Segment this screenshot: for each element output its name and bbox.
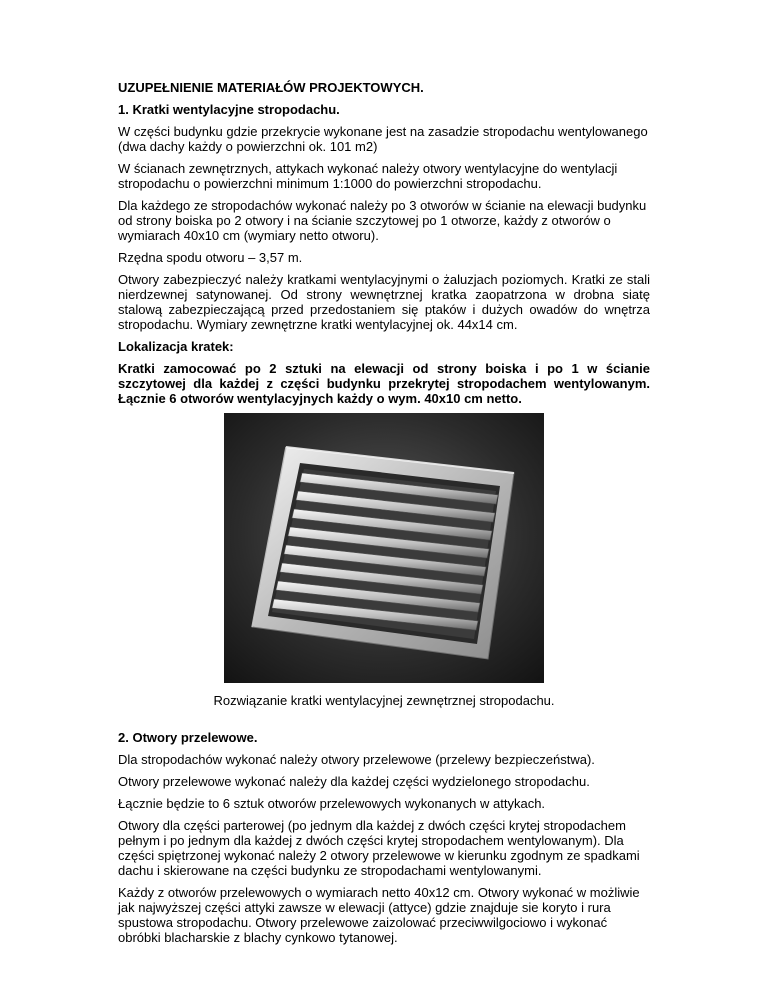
section-2-paragraph-1: Dla stropodachów wykonać należy otwory przelewowe (przelewy bezpieczeństwa). xyxy=(118,752,595,767)
section-1-paragraph-2: W ścianach zewnętrznych, attykach wykonać należy otwory wentylacyjne do wentylacji stropodachu o powierzchni minimum 1:1000 do powierzchni stropodachu. xyxy=(118,161,618,191)
section-2-paragraph-2: Otwory przelewowe wykonać należy dla każdej części wydzielonego stropodachu. xyxy=(118,774,590,789)
section-2-paragraph-5: Każdy z otworów przelewowych o wymiarach netto 40x12 cm. Otwory wykonać w możliwie jak najwyższej części attyki zawsze w elewacji (attyce) gdzie znajduje sie koryto i rura spustowa stropodachu. Otwory przelewowe zaizolować przeciwwilgociowo i wykonać obróbki blacharskie z blachy cynkowo tytanowej. xyxy=(118,885,640,945)
vent-grille-figure xyxy=(118,413,650,683)
location-text: Kratki zamocować po 2 sztuki na elewacji od strony boiska i po 1 w ścianie szczytowej dla każdej z części budynku przekrytej stropodachem wentylowanym. Łącznie 6 otworów wentylacyjnych każdy o wym. 40x10 cm netto. xyxy=(118,361,650,406)
document-title: UZUPEŁNIENIE MATERIAŁÓW PROJEKTOWYCH. xyxy=(118,80,424,95)
section-1-heading: 1. Kratki wentylacyjne stropodachu. xyxy=(118,102,340,117)
figure-caption: Rozwiązanie kratki wentylacyjnej zewnętrznej stropodachu. xyxy=(213,693,555,708)
section-1-paragraph-3: Dla każdego ze stropodachów wykonać należy po 3 otworów w ścianie na elewacji budynku od strony boiska po 2 otwory i na ścianie szczytowej po 1 otworze, każdy z otworów o wymiarach 40x10 cm (wymiary netto otworu). xyxy=(118,198,647,243)
vent-grille-photo xyxy=(224,413,544,683)
section-2-paragraph-3: Łącznie będzie to 6 sztuk otworów przelewowych wykonanych w attykach. xyxy=(118,796,546,811)
section-1-paragraph-1: W części budynku gdzie przekrycie wykonane jest na zasadzie stropodachu wentylowanego (dwa dachy każdy o powierzchni ok. 101 m2) xyxy=(118,124,648,154)
section-2-paragraph-4: Otwory dla części parterowej (po jednym dla każdej z dwóch części krytej stropodachem pełnym i po jednym dla każdej z dwóch części krytej stropodachem wentylowanym). Dla części spiętrzonej wykonać należy 2 otwory przelewowe w kierunku zgodnym ze spadkami dachu i skierowane na części budynku ze stropodachami wentylowanymi. xyxy=(118,818,640,878)
section-1-paragraph-4: Rzędna spodu otworu – 3,57 m. xyxy=(118,250,303,265)
section-2-heading: 2. Otwory przelewowe. xyxy=(118,730,258,745)
location-heading: Lokalizacja kratek: xyxy=(118,339,234,354)
document-page xyxy=(118,80,650,952)
section-1-paragraph-5: Otwory zabezpieczyć należy kratkami wentylacyjnymi o żaluzjach poziomych. Kratki ze stali nierdzewnej satynowanej. Od strony wewnętrznej kratka zaopatrzona w drobna siatę stalową zabezpieczającą przed przedostaniem się ptaków i dużych owadów do wnętrza stropodachu. Wymiary zewnętrzne kratki wentylacyjnej ok. 44x14 cm. xyxy=(118,272,650,332)
